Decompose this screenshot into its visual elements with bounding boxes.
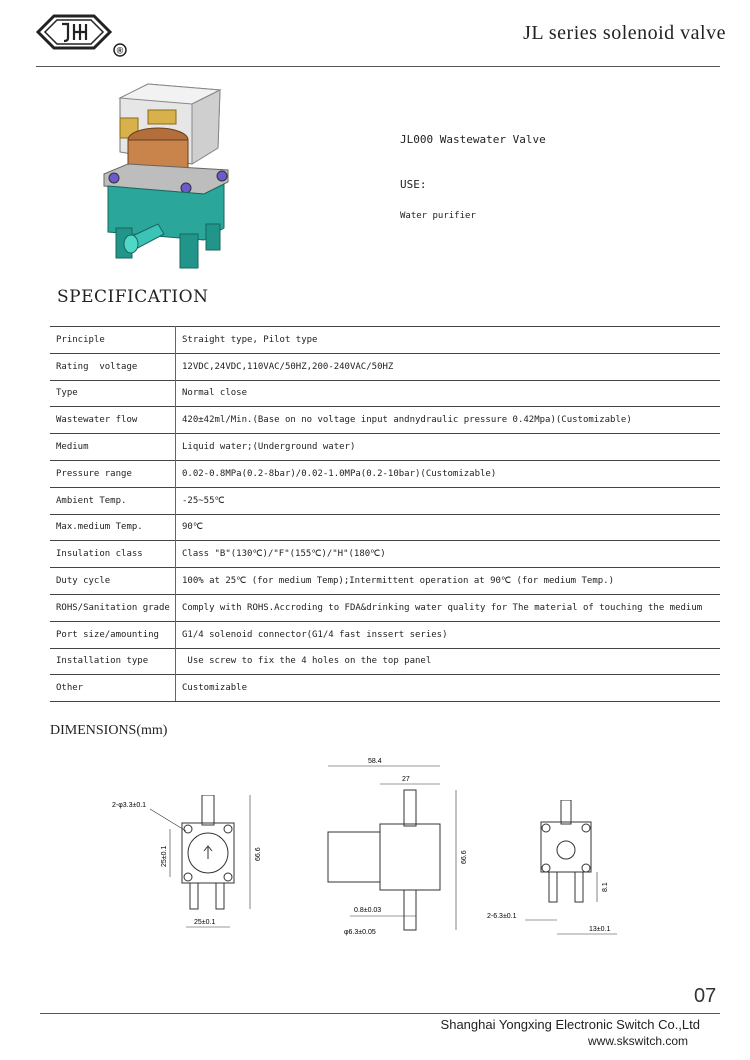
spec-label: Insulation class bbox=[50, 541, 176, 568]
header-divider bbox=[36, 66, 720, 67]
side-view-drawing bbox=[320, 752, 480, 942]
footer-divider bbox=[40, 1013, 720, 1014]
specification-heading: SPECIFICATION bbox=[57, 287, 209, 307]
spec-label: Ambient Temp. bbox=[50, 487, 176, 514]
table-row bbox=[50, 541, 720, 568]
use-value: Water purifier bbox=[400, 211, 476, 221]
product-name: JL000 Wastewater Valve bbox=[400, 133, 546, 146]
use-label: USE: bbox=[400, 178, 427, 191]
rear-pins: 2-6.3±0.1 bbox=[487, 913, 517, 920]
spec-value: Normal close bbox=[176, 380, 721, 407]
spec-value: -25~55℃ bbox=[176, 487, 721, 514]
table-row bbox=[50, 621, 720, 648]
spec-label: Type bbox=[50, 380, 176, 407]
spec-value: 0.02-0.8MPa(0.2-8bar)/0.02-1.0MPa(0.2-10bar)(Customizable) bbox=[176, 460, 721, 487]
spec-value: Liquid water;(Underground water) bbox=[176, 434, 721, 461]
spec-value: Class "B"(130℃)/"F"(155℃)/"H"(180℃) bbox=[176, 541, 721, 568]
table-row bbox=[50, 434, 720, 461]
side-pipe: φ6.3±0.05 bbox=[344, 929, 376, 936]
product-photo bbox=[98, 78, 248, 278]
spec-label: Max.medium Temp. bbox=[50, 514, 176, 541]
spec-label: Other bbox=[50, 675, 176, 702]
table-row bbox=[50, 487, 720, 514]
spec-label: Medium bbox=[50, 434, 176, 461]
side-height: 66.6 bbox=[461, 850, 468, 864]
front-overall-height: 66.6 bbox=[255, 847, 262, 861]
spec-label: Rating voltage bbox=[50, 353, 176, 380]
spec-label: Pressure range bbox=[50, 460, 176, 487]
registered-mark: ® bbox=[116, 45, 124, 56]
spec-label: Port size/amounting bbox=[50, 621, 176, 648]
spec-value: Use screw to fix the 4 holes on the top panel bbox=[176, 648, 721, 675]
spec-value: 12VDC,24VDC,110VAC/50HZ,200-240VAC/50HZ bbox=[176, 353, 721, 380]
rear-pin-spacing: 13±0.1 bbox=[589, 926, 611, 933]
spec-value: 90℃ bbox=[176, 514, 721, 541]
table-row bbox=[50, 648, 720, 675]
hole-dimension: 2-φ3.3±0.1 bbox=[112, 802, 147, 809]
spec-value: Comply with ROHS.Accroding to FDA&drinking water quality for The material of touching the medium bbox=[176, 594, 721, 621]
front-view-drawing bbox=[110, 795, 270, 935]
spec-value: 100% at 25℃ (for medium Temp);Intermittent operation at 90℃ (for medium Temp.) bbox=[176, 568, 721, 595]
company-website-link[interactable]: www.skswitch.com bbox=[587, 1034, 688, 1048]
spec-value: Straight type, Pilot type bbox=[176, 327, 721, 354]
table-row bbox=[50, 380, 720, 407]
spec-label: Duty cycle bbox=[50, 568, 176, 595]
spec-value: 420±42ml/Min.(Base on no voltage input andnydraulic pressure 0.42Mpa)(Customizable) bbox=[176, 407, 721, 434]
side-partial-width: 27 bbox=[402, 776, 410, 783]
table-row bbox=[50, 353, 720, 380]
table-row bbox=[50, 460, 720, 487]
specification-table bbox=[50, 326, 720, 702]
table-row bbox=[50, 568, 720, 595]
rear-pin-height: 8.1 bbox=[602, 882, 609, 892]
front-height: 25±0.1 bbox=[161, 845, 168, 867]
page-number: 07 bbox=[694, 985, 717, 1007]
dimensions-heading: DIMENSIONS(mm) bbox=[50, 723, 168, 738]
spec-label: Installation type bbox=[50, 648, 176, 675]
spec-label: ROHS/Sanitation grade bbox=[50, 594, 176, 621]
company-logo bbox=[36, 14, 132, 58]
spec-value: G1/4 solenoid connector(G1/4 fast inssert series) bbox=[176, 621, 721, 648]
table-row bbox=[50, 407, 720, 434]
company-name: Shanghai Yongxing Electronic Switch Co.,Ltd bbox=[440, 1017, 700, 1032]
table-row bbox=[50, 514, 720, 541]
table-row bbox=[50, 594, 720, 621]
page-title: JL series solenoid valve bbox=[523, 22, 726, 44]
spec-label: Principle bbox=[50, 327, 176, 354]
front-width: 25±0.1 bbox=[194, 919, 216, 926]
spec-value: Customizable bbox=[176, 675, 721, 702]
table-row bbox=[50, 675, 720, 702]
side-wall: 0.8±0.03 bbox=[354, 907, 382, 914]
table-row bbox=[50, 327, 720, 354]
side-overall-width: 58.4 bbox=[368, 758, 382, 765]
rear-view-drawing bbox=[485, 800, 625, 940]
spec-label: Wastewater flow bbox=[50, 407, 176, 434]
